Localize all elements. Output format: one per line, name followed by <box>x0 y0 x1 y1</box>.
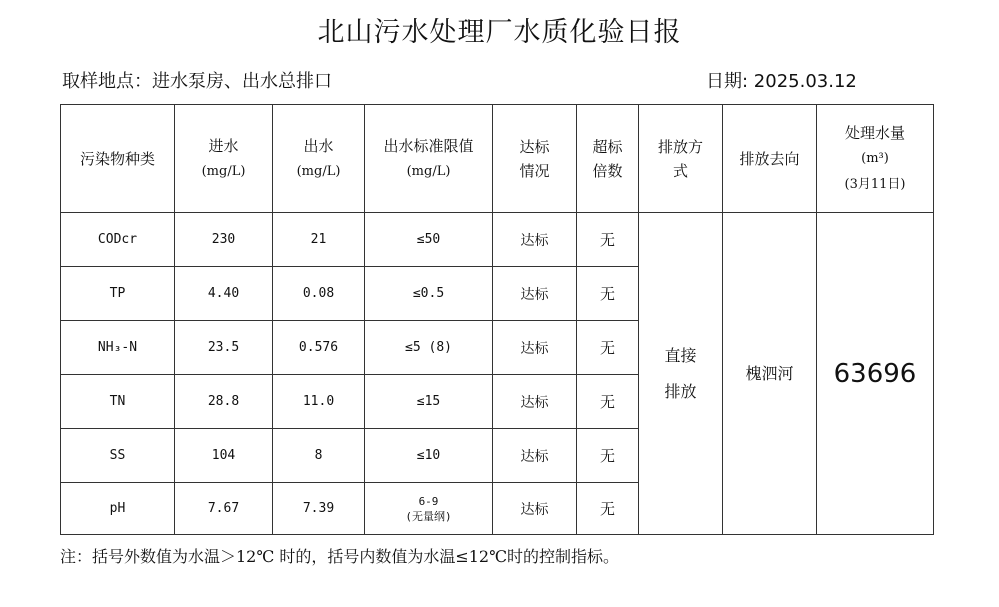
page-title: 北山污水处理厂水质化验日报 <box>317 17 682 48</box>
excess-value: 无 <box>577 375 639 429</box>
outflow-value: 11.0 <box>273 375 365 429</box>
report-date: 日期: 2025.03.12 <box>706 71 857 92</box>
water-quality-table <box>60 104 934 535</box>
header-excess: 超标 倍数 <box>577 105 639 213</box>
sampling-location: 取样地点：进水泵房、出水总排口 <box>62 71 332 92</box>
limit-value: ≤10 <box>365 429 493 483</box>
header-outflow: 出水 (mg/L) <box>273 105 365 213</box>
inflow-value: 4.40 <box>175 267 273 321</box>
footnote: 注：括号外数值为水温＞12℃ 时的，括号内数值为水温≤12℃时的控制指标。 <box>60 547 620 566</box>
outflow-value: 0.08 <box>273 267 365 321</box>
excess-value: 无 <box>577 267 639 321</box>
limit-value: ≤15 <box>365 375 493 429</box>
table-row <box>61 213 934 267</box>
outflow-value: 7.39 <box>273 483 365 535</box>
header-status: 达标 情况 <box>493 105 577 213</box>
limit-value: ≤50 <box>365 213 493 267</box>
table-header-row <box>61 105 934 213</box>
status-value: 达标 <box>493 483 577 535</box>
header-limit: 出水标准限值 (mg/L) <box>365 105 493 213</box>
header-destination: 排放去向 <box>723 105 817 213</box>
discharge-method: 直接 排放 <box>639 213 723 535</box>
pollutant-name: pH <box>61 483 175 535</box>
pollutant-name: NH₃-N <box>61 321 175 375</box>
status-value: 达标 <box>493 267 577 321</box>
pollutant-name: CODcr <box>61 213 175 267</box>
inflow-value: 230 <box>175 213 273 267</box>
inflow-value: 28.8 <box>175 375 273 429</box>
limit-value: ≤5 (8) <box>365 321 493 375</box>
status-value: 达标 <box>493 429 577 483</box>
outflow-value: 8 <box>273 429 365 483</box>
header-method: 排放方 式 <box>639 105 723 213</box>
status-value: 达标 <box>493 375 577 429</box>
treated-volume: 63696 <box>817 213 934 535</box>
header-volume: 处理水量 (m³) (3月11日) <box>817 105 934 213</box>
status-value: 达标 <box>493 213 577 267</box>
inflow-value: 7.67 <box>175 483 273 535</box>
limit-value: ≤0.5 <box>365 267 493 321</box>
outflow-value: 21 <box>273 213 365 267</box>
excess-value: 无 <box>577 321 639 375</box>
pollutant-name: SS <box>61 429 175 483</box>
status-value: 达标 <box>493 321 577 375</box>
excess-value: 无 <box>577 213 639 267</box>
header-pollutant: 污染物种类 <box>61 105 175 213</box>
excess-value: 无 <box>577 483 639 535</box>
pollutant-name: TP <box>61 267 175 321</box>
discharge-destination: 槐泗河 <box>723 213 817 535</box>
inflow-value: 23.5 <box>175 321 273 375</box>
outflow-value: 0.576 <box>273 321 365 375</box>
inflow-value: 104 <box>175 429 273 483</box>
excess-value: 无 <box>577 429 639 483</box>
header-inflow: 进水 (mg/L) <box>175 105 273 213</box>
limit-value: 6-9 (无量纲) <box>365 483 493 535</box>
pollutant-name: TN <box>61 375 175 429</box>
